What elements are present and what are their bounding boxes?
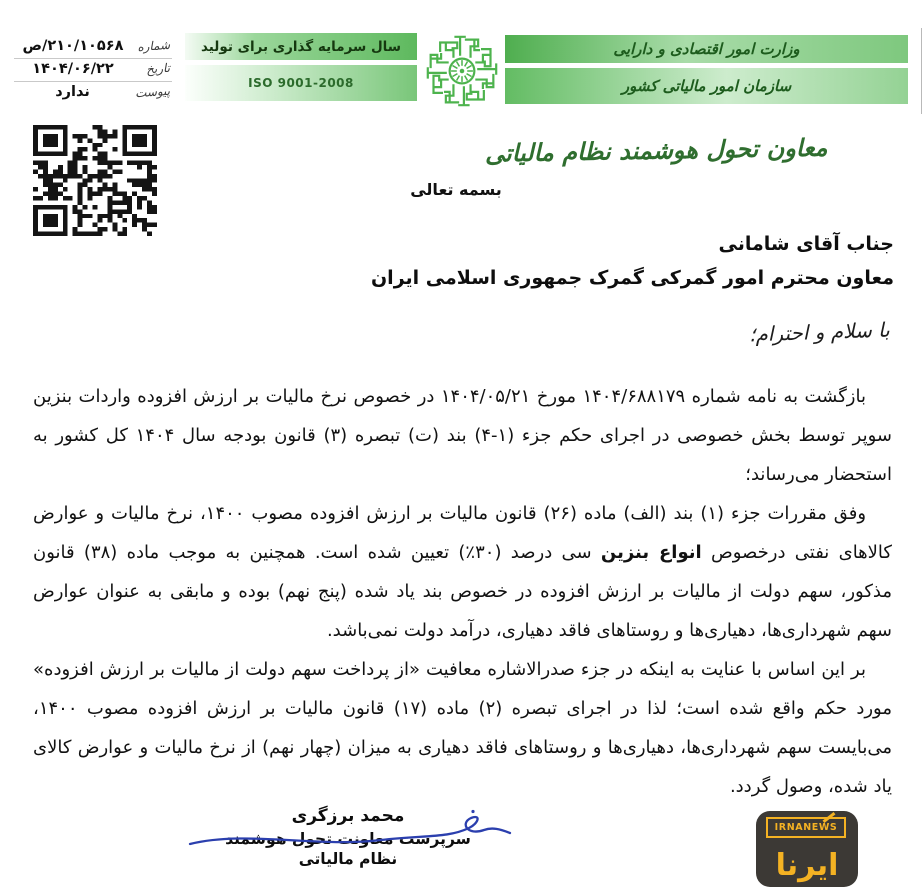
attachment-label: پیوست [134,83,171,101]
attachment-value: ندارد [55,84,90,100]
tax-organization-emblem-icon [424,28,500,114]
paragraph-1: بازگشت به نامه شماره ۱۴۰۴/۶۸۸۱۷۹ مورخ ۱۴۰۴/۰۵/۲۱ در خصوص نرخ مالیات بر ارزش افزوده واردات بنزین سوپر توسط بخش خصوصی در اجرای حکم جزء (۱-۴) بند (ت) تبصره (۳) قانون بودجه سال ۱۴۰۴ کل کشور به استحضار می‌رساند؛ [33,386,892,485]
deputy-calligraphy-title: معاون تحول هوشمند نظام مالیاتی [484,133,828,168]
banner-slogan-bar [185,33,417,60]
irna-strip [766,817,846,838]
meta-row-number [14,36,172,59]
recipient-block [371,233,894,289]
banner-slogan-text: سال سرمایه گذاری برای تولید [200,38,401,55]
letter-meta [14,36,172,104]
paragraph-2 [33,494,892,650]
paragraph-2-bold: انواع بنزین [600,542,702,563]
recipient-name: جناب آقای شامانی [718,233,894,255]
signatory-title-2: نظام مالیاتی [298,850,398,868]
letter-body [33,377,892,806]
banner-iso-bar [185,65,417,101]
number-label: شماره [136,37,171,55]
date-label: تاریخ [145,60,171,77]
irna-wordmark: ایرنا [775,848,839,883]
banner-organization-bar [505,68,908,104]
signatory-title-1: سرپرست معاونت تحول هوشمند [225,830,471,848]
irna-news-logo [756,811,858,887]
number-value: ۲۱۰/۱۰۵۶۸/ص [22,38,124,54]
recipient-title: معاون محترم امور گمرکی گمرک جمهوری اسلامی ایران [370,267,894,289]
handwritten-signature-icon [186,808,516,854]
banner-iso-text: ISO 9001-2008 [248,76,354,90]
banner-ministry-text: وزارت امور اقتصادی و دارایی [613,40,800,58]
signatory-name: محمد برزگری [291,806,405,826]
date-value: ۱۴۰۴/۰۶/۲۲ [32,61,114,77]
salutation-handwritten: با سلام و احترام؛ [748,317,891,347]
banner-organization-text: سازمان امور مالیاتی کشور [621,77,792,95]
irna-strip-text: IRNANEWS [774,822,838,833]
banner-ministry-bar [505,35,908,63]
banner-right [505,35,908,104]
bismillah: بسمه تعالی [410,180,502,199]
paragraph-2-post: سی درصد (۳۰٪) تعیین شده است. همچنین به موجب ماده (۳۸) قانون مذکور، سهم دولت از مالیات بر ارزش افزوده در خصوص بند یاد شده (پنج نهم) بوده و مابقی به عنوان عوارض سهم شهرداری‌ها، دهیاری‌ها و روستاهای فاقد دهیاری، درآمد دولت نمی‌باشد. [33,542,892,641]
meta-row-date [14,59,172,82]
paragraph-3: بر این اساس با عنایت به اینکه در جزء صدرالاشاره معافیت «از پرداخت سهم دولت از مالیات بر ارزش افزوده» مورد حکم واقع شده است؛ لذا در اجرای تبصره (۲) ماده (۱۷) قانون مالیات بر ارزش افزوده مصوب ۱۴۰۰، می‌بایست سهم شهرداری‌ها، دهیاری‌ها و روستاهای فاقد دهیاری به میزان (چهار نهم) از نرخ مالیات و عوارض کالای یاد شده، وصول گردد. [33,659,892,797]
banner-left [185,33,417,101]
paragraph-2-pre: وفق مقررات جزء (۱) بند (الف) ماده (۲۶) قانون مالیات بر ارزش افزوده مصوب ۱۴۰۰، نرخ مالیات و عوارض کالاهای نفتی درخصوص [33,503,892,563]
meta-row-attachment [14,82,172,104]
